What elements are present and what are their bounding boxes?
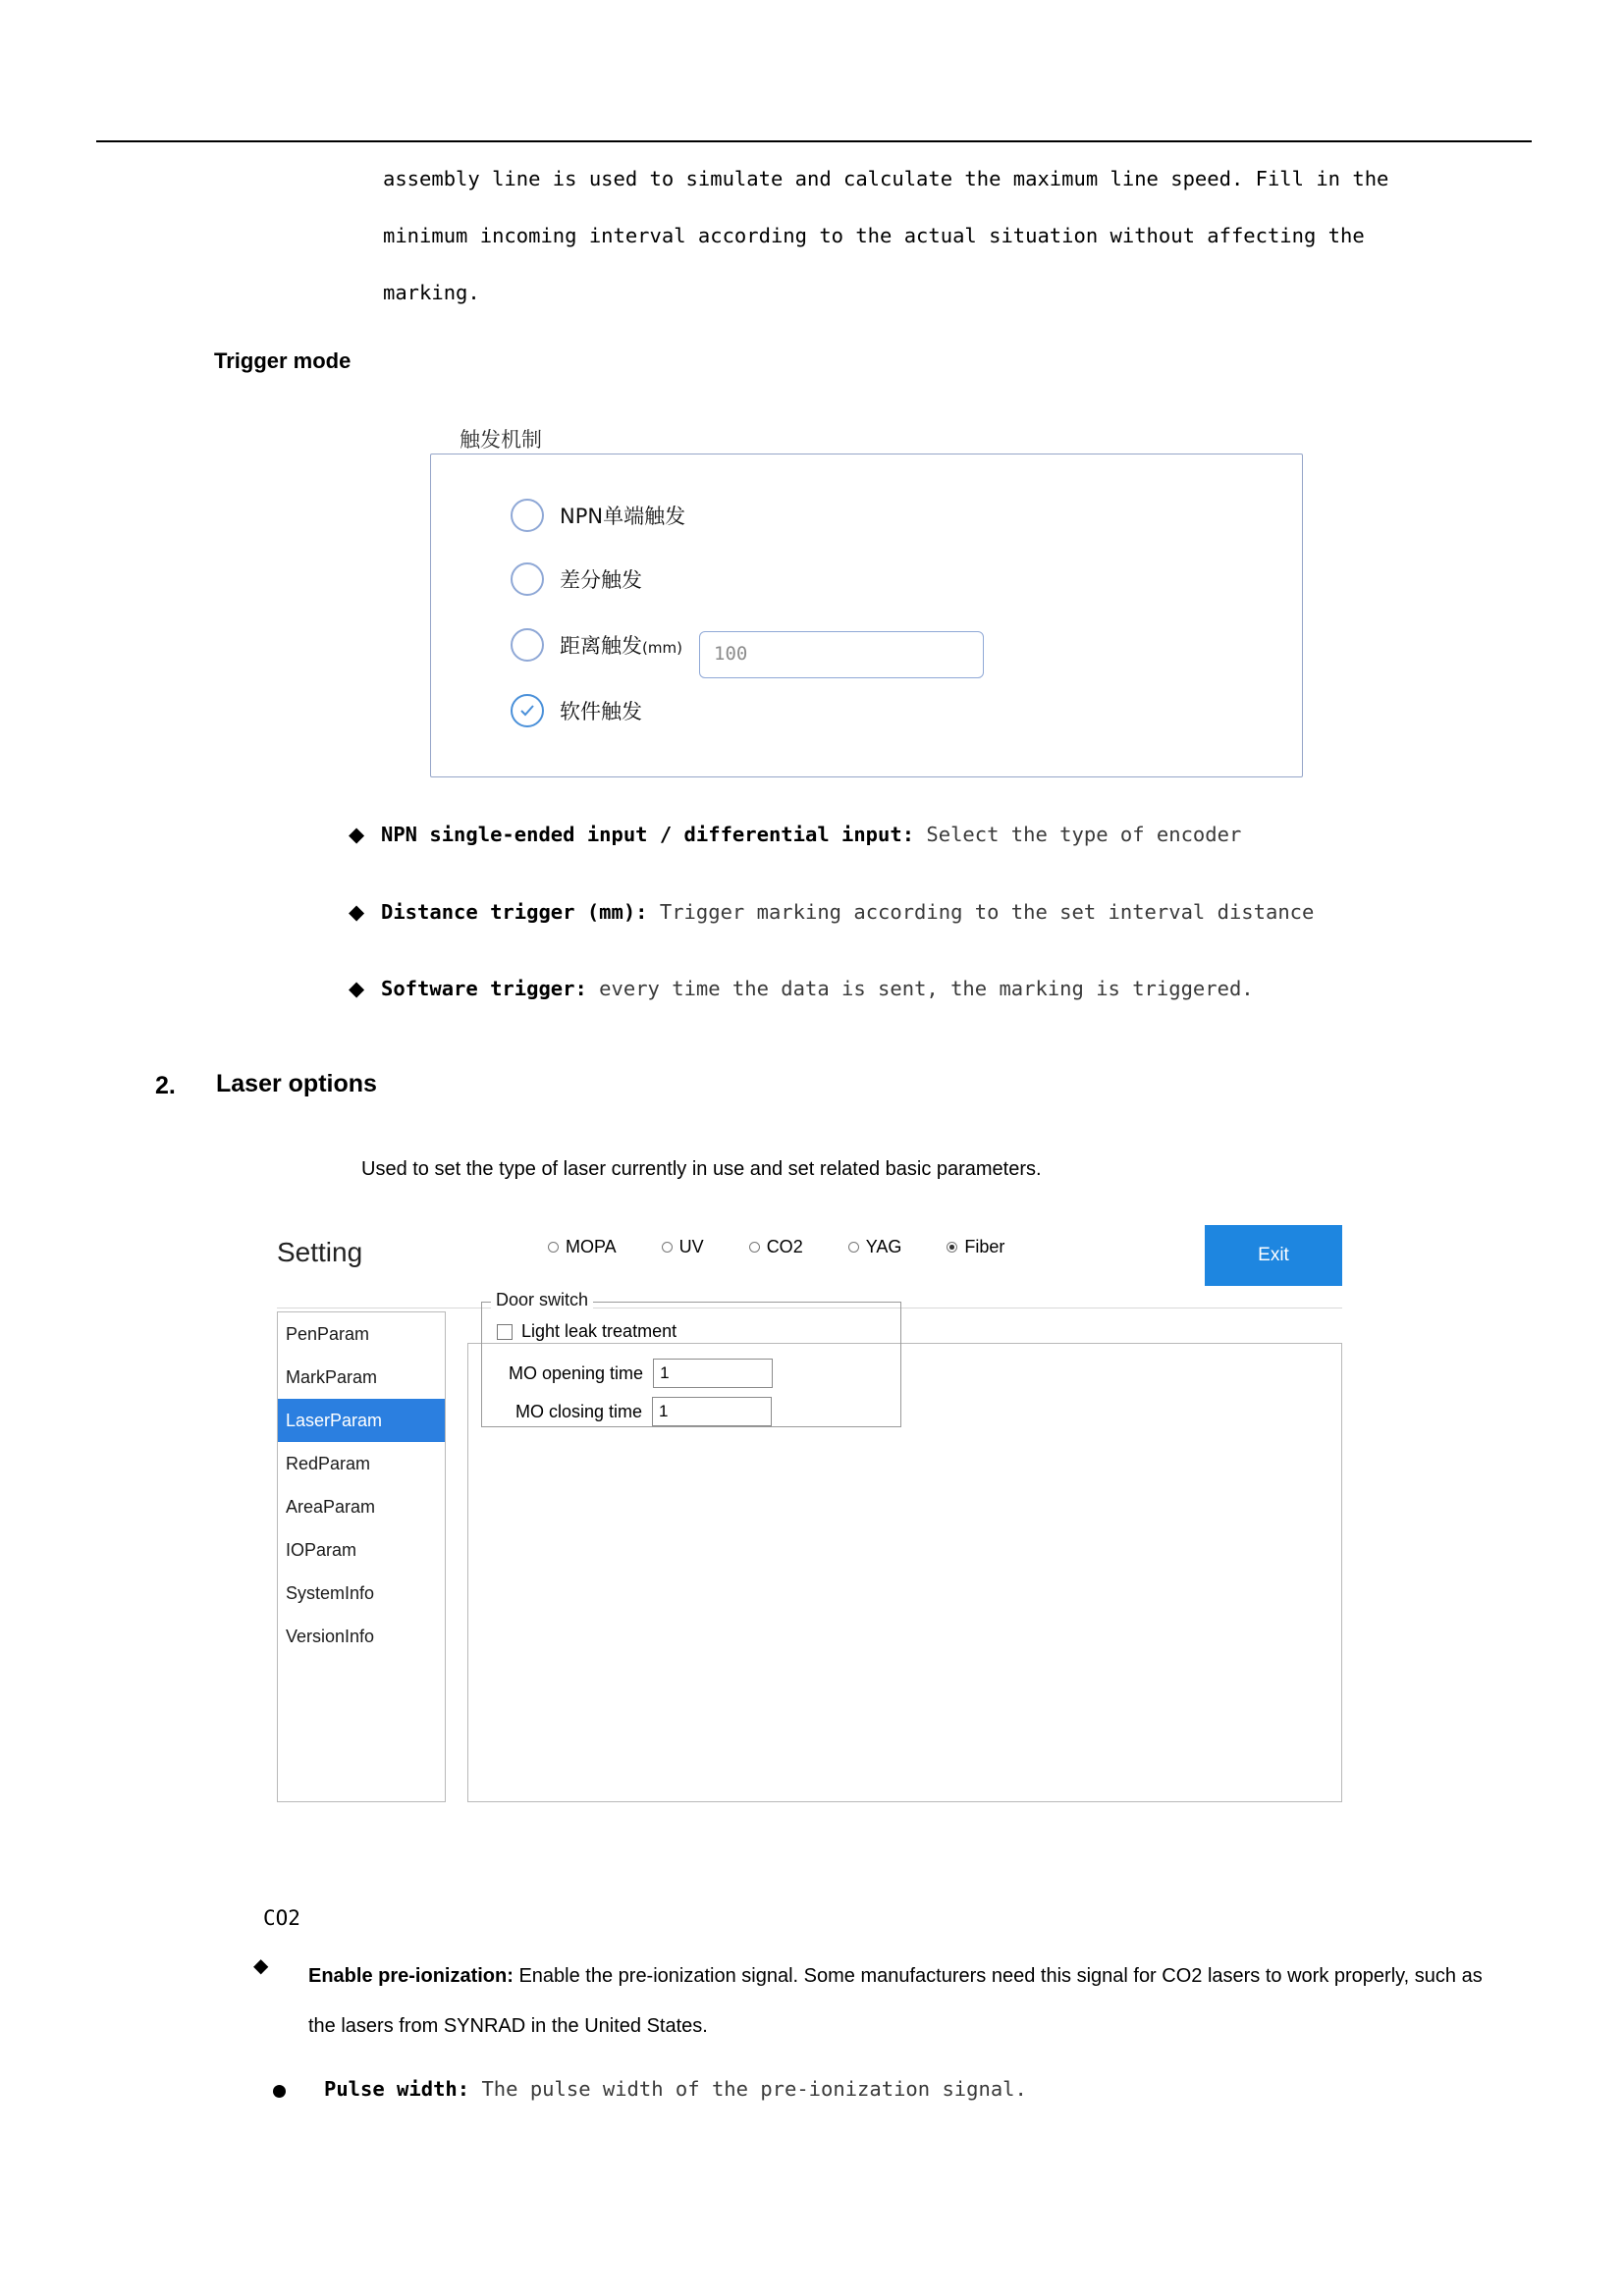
laser-type-label-co2: CO2 — [766, 1237, 803, 1256]
sidebar-item-ioparam[interactable]: IOParam — [286, 1540, 357, 1560]
intro-line-3: marking. — [383, 281, 480, 304]
bullet-distance-trigger: Distance trigger (mm): Trigger marking according to the set interval distance — [381, 900, 1315, 924]
radio-label-differential: 差分触发 — [560, 568, 642, 592]
section-number: 2. — [155, 1072, 176, 1099]
radio-software-trigger[interactable] — [511, 694, 642, 727]
radio-circle-icon — [511, 499, 544, 532]
laser-type-label-fiber: Fiber — [964, 1237, 1005, 1256]
light-leak-treatment-label: Light leak treatment — [521, 1321, 677, 1341]
mo-closing-time-label: MO closing time — [515, 1401, 643, 1421]
header-rule — [96, 140, 1532, 142]
light-leak-treatment-checkbox[interactable] — [497, 1321, 677, 1342]
sidebar-item-laserparam[interactable]: LaserParam — [278, 1399, 445, 1442]
exit-button[interactable]: Exit — [1205, 1225, 1342, 1286]
diamond-bullet-icon: ◆ — [349, 823, 365, 846]
trigger-mode-heading: Trigger mode — [214, 348, 352, 373]
sidebar-item-systeminfo[interactable]: SystemInfo — [286, 1583, 375, 1603]
radio-circle-icon — [511, 562, 544, 596]
checkbox-icon — [497, 1324, 513, 1340]
laser-type-label-mopa: MOPA — [566, 1237, 617, 1256]
laser-type-radio-group — [548, 1237, 1235, 1257]
co2-label: CO2 — [263, 1906, 300, 1930]
radio-circle-icon — [511, 628, 544, 662]
radio-differential[interactable] — [511, 562, 642, 596]
radio-label-software: 软件触发 — [560, 700, 642, 723]
bullet-enable-pre-ionization-strong: Enable pre-ionization: — [308, 1965, 514, 1987]
radio-selected-icon — [947, 1242, 957, 1253]
sidebar-item-areaparam[interactable]: AreaParam — [286, 1497, 376, 1517]
diamond-bullet-icon: ◆ — [349, 977, 365, 1000]
mo-closing-time-row — [515, 1397, 772, 1426]
section-description: Used to set the type of laser currently in use and set related basic parameters. — [361, 1158, 1042, 1180]
laser-type-yag[interactable] — [848, 1237, 902, 1257]
laser-type-label-uv: UV — [678, 1237, 704, 1256]
bullet-software-trigger: Software trigger: every time the data is sent, the marking is triggered. — [381, 977, 1254, 1000]
radio-npn-single-ended[interactable] — [511, 499, 685, 532]
bullet-pulse-width: Pulse width: The pulse width of the pre-ionization signal. — [324, 2077, 1027, 2101]
mo-closing-time-input[interactable]: 1 — [652, 1397, 772, 1426]
sidebar-item-versioninfo[interactable]: VersionInfo — [286, 1627, 375, 1646]
radio-icon — [749, 1242, 760, 1253]
radio-icon — [848, 1242, 859, 1253]
radio-distance-trigger[interactable] — [511, 628, 682, 662]
laser-type-co2[interactable] — [749, 1237, 803, 1257]
bullet-npn-differential: NPN single-ended input / differential input: Select the type of encoder — [381, 823, 1242, 846]
settings-nav-panel — [277, 1311, 446, 1802]
section-title: Laser options — [216, 1070, 377, 1097]
round-bullet-icon — [273, 2085, 286, 2098]
laser-type-mopa[interactable] — [548, 1237, 617, 1257]
radio-label-npn: NPN单端触发 — [560, 505, 686, 528]
radio-label-distance: 距离触发(mm) — [560, 634, 682, 658]
mo-opening-time-label: MO opening time — [509, 1362, 644, 1383]
radio-label-distance-unit: (mm) — [642, 639, 682, 657]
bullet-enable-pre-ionization — [308, 1951, 1487, 2052]
sidebar-item-redparam[interactable]: RedParam — [286, 1454, 371, 1473]
setting-window-title: Setting — [277, 1237, 363, 1267]
laser-type-label-yag: YAG — [865, 1237, 902, 1256]
bullet-enable-pre-ionization-rest: Enable the pre-ionization signal. Some manufacturers need this signal for CO2 lasers to work properly, such as the lasers from SYNRAD in the United States. — [308, 1965, 1483, 2037]
intro-line-2: minimum incoming interval according to the actual situation without affecting the — [383, 224, 1365, 247]
intro-paragraph — [383, 150, 1537, 321]
setting-window — [277, 1217, 1342, 1885]
sidebar-item-markparam[interactable]: MarkParam — [286, 1367, 378, 1387]
radio-icon — [548, 1242, 559, 1253]
door-switch-legend: Door switch — [491, 1290, 593, 1310]
sidebar-item-penparam[interactable]: PenParam — [286, 1324, 370, 1344]
mo-opening-time-row — [509, 1359, 773, 1388]
diamond-bullet-icon: ◆ — [253, 1955, 269, 1977]
intro-line-1: assembly line is used to simulate and calculate the maximum line speed. Fill in the — [383, 167, 1389, 190]
laser-type-uv[interactable] — [662, 1237, 704, 1257]
mo-opening-time-input[interactable]: 1 — [653, 1359, 773, 1388]
distance-trigger-input[interactable]: 100 — [699, 631, 984, 678]
trigger-mechanism-legend: 触发机制 — [452, 424, 550, 454]
diamond-bullet-icon: ◆ — [349, 900, 365, 924]
laser-type-fiber[interactable] — [947, 1237, 1004, 1257]
radio-icon — [662, 1242, 673, 1253]
radio-circle-checked-icon — [511, 694, 544, 727]
